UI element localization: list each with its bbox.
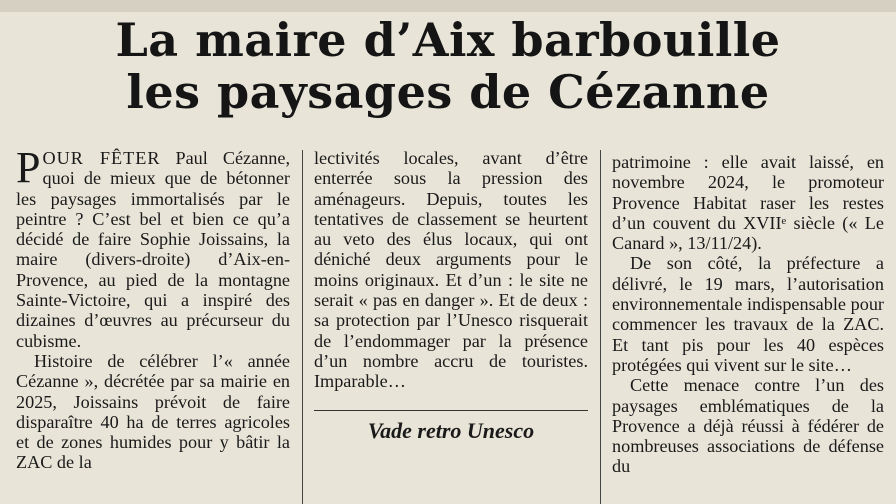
- paragraph: lectivités locales, avant d’être enterrée sous la pression des aménageurs. Depuis, toutes les tentatives de classement se heurtent au veto des élus locaux, qui ont déniché deux arguments pour le moins originaux. Et d’un : le site ne serait « pas en danger ». Et de deux : sa protection par l’Unesco risquerait de l’endommager par la présence d’un nombre accru de touristes. Imparable…: [314, 148, 588, 392]
- paragraph-text: Paul Cézanne, quoi de mieux que de bétonner les paysages immortalisés par le peintre ? C’est bel et bien ce qu’a décidé de faire Sophie Joissains, la maire (divers-droite) d’Aix-en-Provence, au pied de la montagne Sainte-Victoire, qui a inspiré des dizaines d’œuvres au précurseur du cubisme.: [16, 148, 290, 351]
- paragraph: Histoire de célébrer l’« année Cézanne », décrétée par sa mairie en 2025, Joissains prévoit de faire disparaître 40 ha de terres agricoles et de zones humides pour y bâtir la ZAC de la: [16, 350, 290, 473]
- headline-line-1: La maire d’Aix barbouille: [115, 13, 781, 67]
- column-rule: [302, 150, 303, 504]
- column-rule: [600, 150, 601, 504]
- article-headline: [0, 14, 896, 118]
- paragraph: [16, 143, 290, 351]
- article-column-3: [612, 152, 884, 477]
- lead-in: OUR FÊTER: [42, 148, 161, 168]
- headline-line-2: les paysages de Cézanne: [126, 65, 770, 119]
- article-column-1: [16, 143, 290, 473]
- article-column-2: [314, 148, 588, 441]
- drop-cap: P: [16, 143, 41, 192]
- section-subhead: Vade retro Unesco: [314, 410, 588, 441]
- paragraph: patrimoine : elle avait laissé, en novembre 2024, le promoteur Provence Habitat raser les restes d’un couvent du XVIIᵉ siècle (« Le Canard », 13/11/24).: [612, 152, 884, 254]
- top-bleed-strip: [0, 0, 896, 12]
- paragraph: De son côté, la préfecture a délivré, le 19 mars, l’autorisation environnementale indispensable pour commencer les travaux de la ZAC. Et tant pis pour les 40 espèces protégées qui vivent sur le site…: [612, 253, 884, 375]
- paragraph: Cette menace contre l’un des paysages emblématiques de la Provence a déjà réussi à fédérer de nombreuses associations de défense du: [612, 375, 884, 477]
